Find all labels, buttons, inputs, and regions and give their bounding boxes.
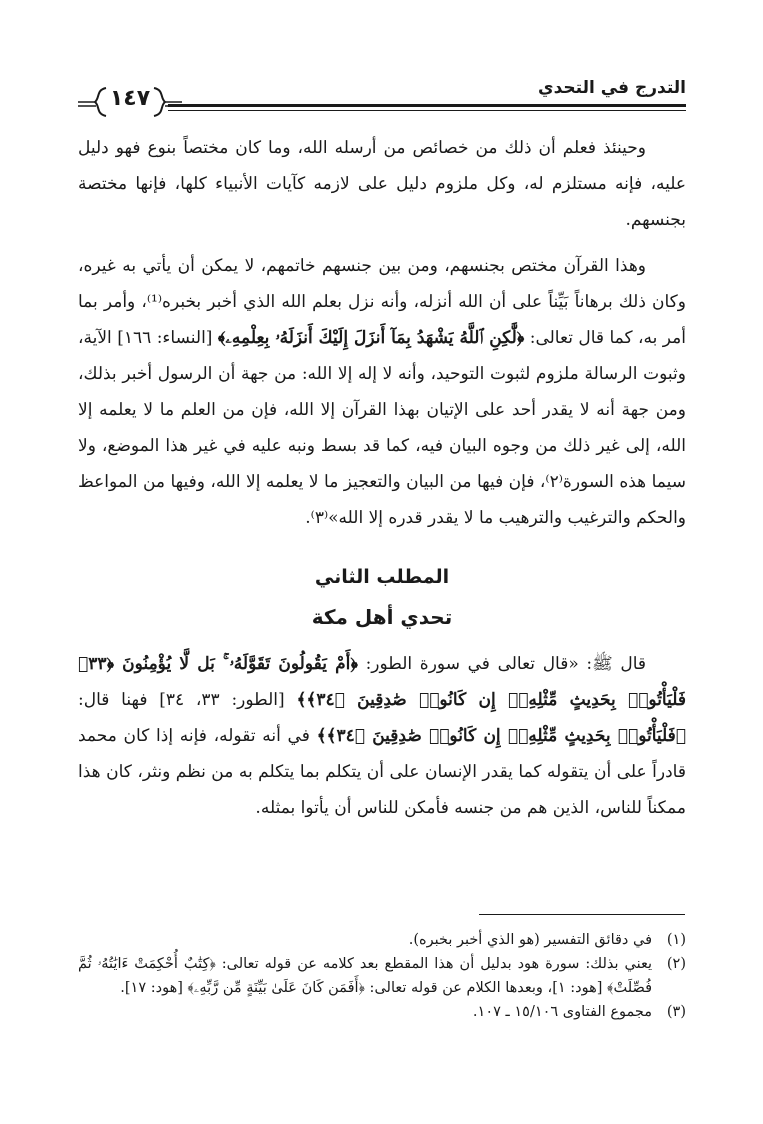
page-number-ornament <box>78 84 182 118</box>
footnotes <box>78 928 686 1024</box>
header-title: التدرج في التحدي <box>538 78 686 98</box>
paragraph-3-rest: في أنه تقوله، فإنه إذا كان محمد قادراً على أن يتقوله كما يقدر الإنسان على أن يتكلم بما يتكلم به من نظم ونثر، كان هذا ممكناً للناس، الذين هم من جنسه فأمكن للناس أن يأتوا بمثله. <box>78 726 686 818</box>
page-number: ١٤٧ <box>109 86 151 111</box>
footnote-text: في دقائق التفسير (هو الذي أخبر بخبره). <box>408 932 652 948</box>
paragraph-2 <box>78 248 686 536</box>
paragraph-2-text: وهذا القرآن مختص بجنسهم، ومن بين جنسهم خاتمهم، لا يمكن أن يأتي به غيره، وكان ذلك برهاناً بَيِّناً على أن الله أنزله، وأنه نزل بعلم الله الذي أخبر بخبره⁽¹⁾، وأمر بما أمر به، كما قال تعالى: <box>78 256 687 348</box>
quran-verse-tur-2: ﴿فَلْيَأْتُوا۟ بِحَدِيثٍ مِّثْلِهِۦٓ إِن كَانُوا۟ صَٰدِقِينَ ﴿٣٤﴾﴾ <box>316 726 686 746</box>
footnote-text: يعني بذلك: سورة هود بدليل أن هذا المقطع بعد كلامه عن قوله تعالى: ﴿كِتَٰبٌ أُحْكِمَتْ ءَايَٰتُهُۥ ثُمَّ فُصِّلَتْ﴾ [هود: ١]، وبعدها الكلام عن قوله تعالى: ﴿أَفَمَن كَانَ عَلَىٰ بَيِّنَةٍ مِّن رَّبِّهِۦ﴾ [هود: ١٧]. <box>78 956 652 996</box>
paragraph-2-cont: [النساء: ١٦٦] الآية، وثبوت الرسالة ملزوم لثبوت التوحيد، وأنه لا إله إلا الله: من جهة أن الرسول أخبر بذلك، ومن جهة أنه لا يقدر أحد على الإتيان بهذا القرآن إلا الله، فإن من العلم ما لا يعلمه إلا الله، إلى غير ذلك من وجوه البيان فيه، كما قد بسط ونبه عليه في غير هذا الموضع، ولا سيما هذه السورة⁽٢⁾، فإن فيها من البيان والتعجيز ما لا يعلمه إلا الله، وفيها من المواعظ والحكم والترغيب والترهيب ما لا يقدر قدره إلا الله»⁽٣⁾. <box>78 328 686 528</box>
footnote-number: (٣) <box>666 1004 686 1020</box>
paragraph-3 <box>78 646 686 826</box>
quran-verse-tur-1: ﴿أَمْ يَقُولُونَ تَقَوَّلَهُۥ ۚ بَل لَّا يُؤْمِنُونَ ﴿٣٣﴾ فَلْيَأْتُوا۟ بِحَدِيثٍ مِّثْلِهِۦٓ إِن كَانُوا۟ صَٰدِقِينَ ﴿٣٤﴾﴾ <box>78 654 686 710</box>
section-title: تحدي أهل مكة <box>311 605 453 629</box>
paragraph-1: وحينئذ فعلم أن ذلك من خصائص من أرسله الله، وما كان مختصاً بنوع فهو دليل عليه، فإنه مستلزم له، وكل ملزوم دليل على لازمه كآيات الأنبياء كلها، فإنها مختصة بجنسهم. <box>78 138 686 230</box>
header-rule-thick <box>168 104 686 107</box>
running-header <box>78 70 686 116</box>
footnote-text: مجموع الفتاوى ١٥/١٠٦ ـ ١٠٧. <box>472 1004 652 1020</box>
paragraph-3-middle: [الطور: ٣٣، ٣٤] فهنا قال: <box>78 690 285 710</box>
quran-verse-nisa: ﴿لَّٰكِنِ ٱللَّهُ يَشْهَدُ بِمَآ أَنزَلَ إِلَيْكَ أَنزَلَهُۥ بِعِلْمِهِۦ﴾ <box>217 328 525 348</box>
header-rule-thin <box>168 110 686 111</box>
footnote-3 <box>78 1000 686 1024</box>
footnote-number: (٢) <box>666 956 686 972</box>
footnote-number: (١) <box>666 932 686 948</box>
footnote-2 <box>78 952 686 1000</box>
footnote-separator <box>479 914 685 915</box>
paragraph-3-intro: قال ﷺ: «قال تعالى في سورة الطور: <box>365 654 647 674</box>
main-text <box>78 130 686 826</box>
footnote-1 <box>78 928 686 952</box>
section-label: المطلب الثاني <box>314 566 450 588</box>
